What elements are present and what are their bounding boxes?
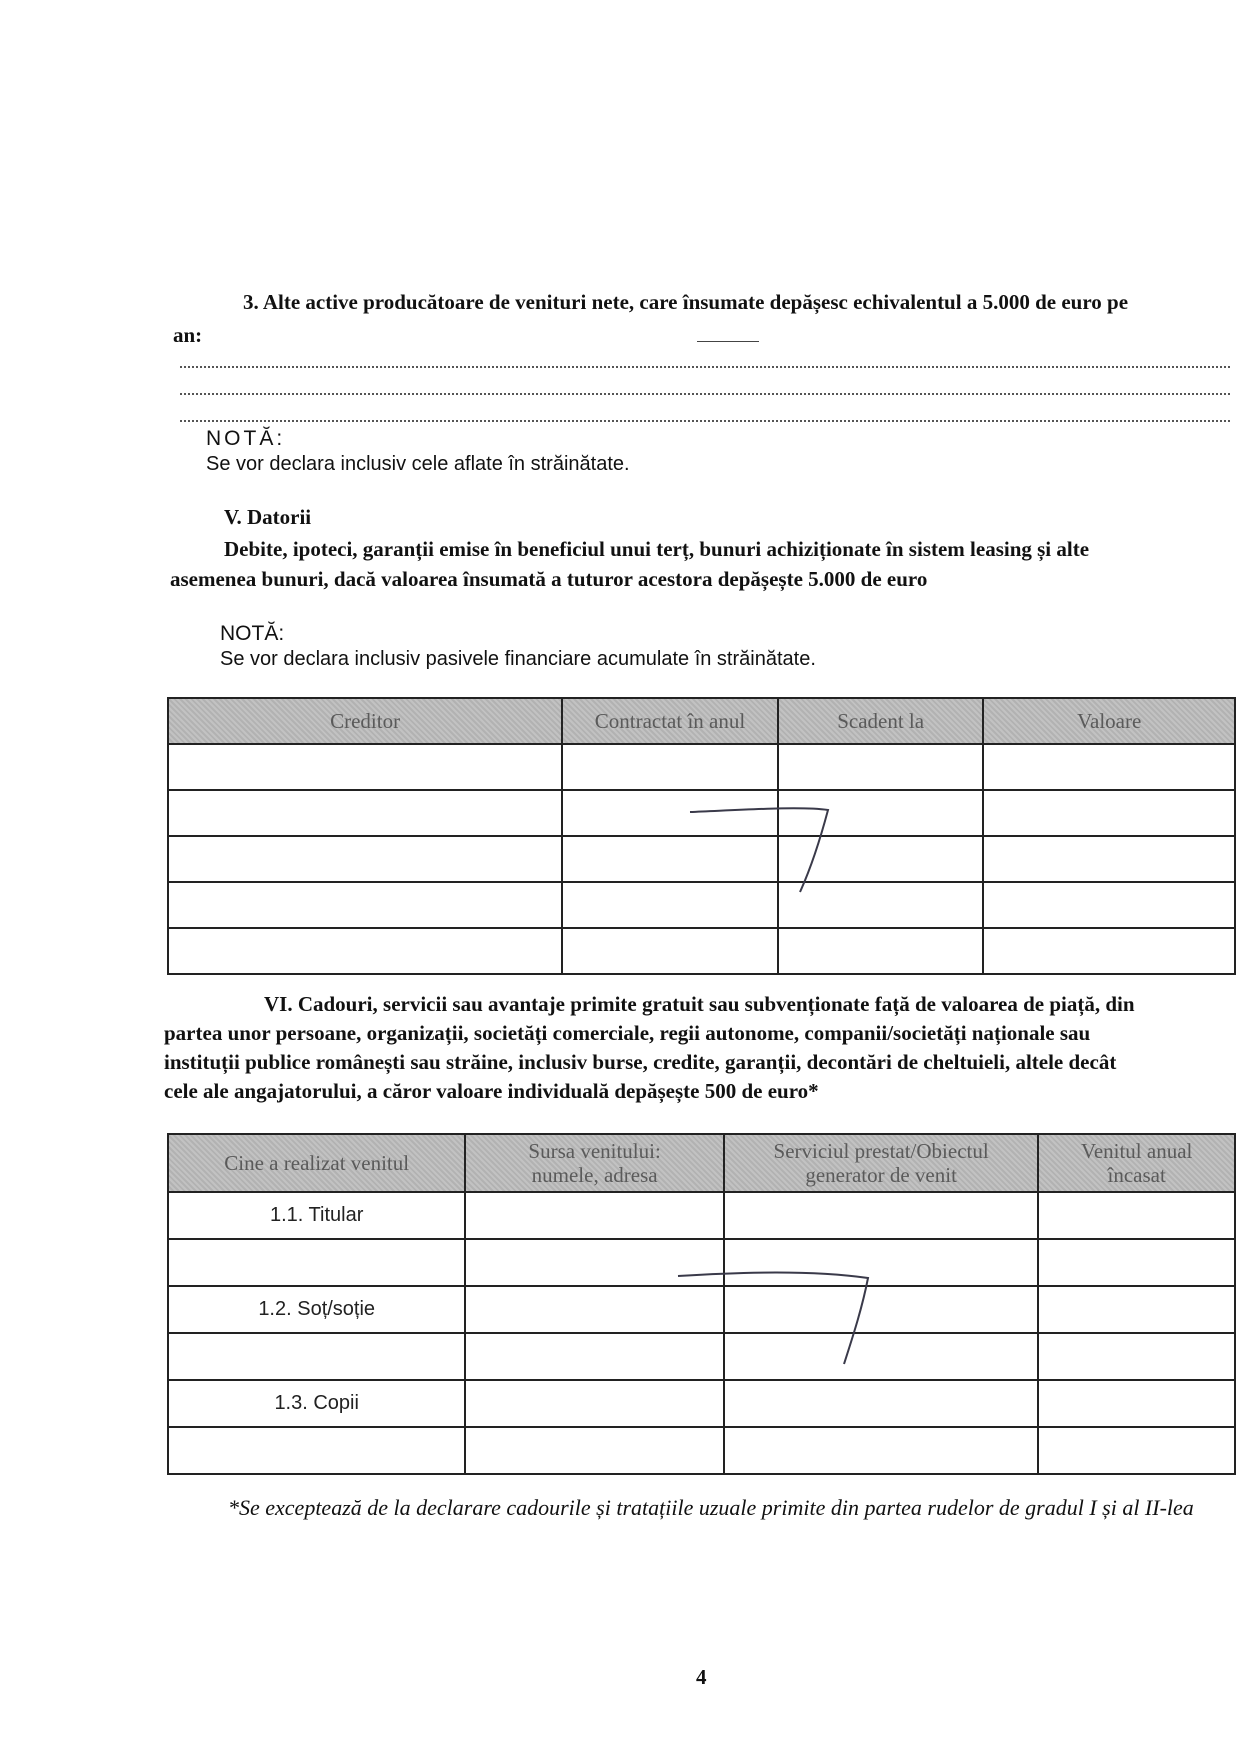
section-v-nota-label: NOTĂ: (220, 622, 285, 645)
table-cell[interactable] (562, 928, 778, 974)
debts-table-header-row (168, 698, 1235, 744)
dotted-line-3 (180, 420, 1230, 422)
header-service-object-line1: Serviciul prestat/Obiectul (773, 1139, 989, 1163)
table-cell[interactable] (168, 882, 562, 928)
header-contracted-year: Contractat în anul (562, 698, 778, 744)
header-income-source-line2: numele, adresa (531, 1163, 658, 1187)
section-iv-3-title-continuation: an: (173, 323, 203, 347)
table-cell[interactable] (778, 744, 984, 790)
header-service-object (724, 1134, 1038, 1192)
handwritten-strike-mark-1 (680, 800, 840, 900)
table-row (168, 1380, 1235, 1427)
dotted-line-2 (180, 393, 1230, 395)
table-cell[interactable] (983, 882, 1235, 928)
table-row (168, 1192, 1235, 1239)
section-iv-nota-label: NOTĂ: (206, 427, 286, 450)
section-v-nota-text: Se vor declara inclusiv pasivele financiare acumulate în străinătate. (220, 648, 816, 670)
table-cell[interactable] (1038, 1286, 1235, 1333)
table-cell[interactable] (168, 928, 562, 974)
table-cell[interactable] (778, 928, 984, 974)
table-cell[interactable] (168, 836, 562, 882)
footnote: *Se exceptează de la declarare cadourile și tratațiile uzuale primite din partea rudelor de gradul I și al II-lea (228, 1495, 1194, 1520)
handwritten-strike-mark-2 (672, 1264, 882, 1374)
table-cell[interactable] (1038, 1192, 1235, 1239)
table-row (168, 744, 1235, 790)
section-iv-3-title: 3. Alte active producătoare de venituri nete, care însumate depășesc echivalentul a 5.000 de euro pe (243, 290, 1129, 314)
table-cell[interactable] (724, 1192, 1038, 1239)
section-vi-description-line1: VI. Cadouri, servicii sau avantaje primite gratuit sau subvenționate față de valoarea de piață, din (264, 992, 1135, 1016)
header-income-earner-line1: Cine a realizat venitul (224, 1151, 410, 1175)
page-number: 4 (696, 1665, 707, 1689)
section-v-description (170, 534, 1236, 594)
row-label-spouse: 1.2. Soț/soție (168, 1286, 465, 1333)
table-cell[interactable] (983, 836, 1235, 882)
header-creditor: Creditor (168, 698, 562, 744)
header-service-object-line2: generator de venit (805, 1163, 957, 1187)
table-cell[interactable] (983, 928, 1235, 974)
short-rule (697, 341, 759, 342)
table-cell[interactable] (1038, 1333, 1235, 1380)
section-vi-description-line2: partea unor persoane, organizații, societăți comerciale, regii autonome, companii/societăți naționale sau (164, 1021, 1091, 1045)
table-row (168, 1427, 1235, 1474)
header-due-date: Scadent la (778, 698, 984, 744)
dotted-line-1 (180, 366, 1230, 368)
section-v-description-line1: Debite, ipoteci, garanții emise în beneficiul unui terț, bunuri achiziționate în sistem leasing și alte (224, 537, 1090, 561)
table-cell (168, 1239, 465, 1286)
section-v-description-line2: asemenea bunuri, dacă valoarea însumată a tuturor acestora depășește 5.000 de euro (170, 567, 928, 591)
table-cell[interactable] (724, 1427, 1038, 1474)
gifts-table-header-row (168, 1134, 1235, 1192)
table-cell[interactable] (168, 790, 562, 836)
header-annual-income-line2: încasat (1107, 1163, 1166, 1187)
section-vi-description-line4: cele ale angajatorului, a căror valoare individuală depășește 500 de euro* (164, 1079, 819, 1103)
table-cell (168, 1427, 465, 1474)
row-label-children: 1.3. Copii (168, 1380, 465, 1427)
section-vi-description (164, 990, 1236, 1106)
table-cell[interactable] (1038, 1427, 1235, 1474)
table-cell[interactable] (465, 1380, 724, 1427)
table-cell[interactable] (168, 744, 562, 790)
row-label-titular: 1.1. Titular (168, 1192, 465, 1239)
table-cell[interactable] (465, 1427, 724, 1474)
table-cell[interactable] (983, 790, 1235, 836)
section-vi-description-line3: instituții publice românești sau străine, inclusiv burse, credite, garanții, decontări de cheltuieli, altele decât (164, 1050, 1117, 1074)
table-cell (168, 1333, 465, 1380)
table-cell[interactable] (562, 744, 778, 790)
header-income-source (465, 1134, 724, 1192)
header-value: Valoare (983, 698, 1235, 744)
table-cell[interactable] (1038, 1239, 1235, 1286)
table-cell[interactable] (983, 744, 1235, 790)
section-iv-nota-text: Se vor declara inclusiv cele aflate în străinătate. (206, 453, 630, 475)
table-cell[interactable] (1038, 1380, 1235, 1427)
header-income-source-line1: Sursa venitului: (528, 1139, 661, 1163)
table-cell[interactable] (465, 1192, 724, 1239)
header-income-earner (168, 1134, 465, 1192)
section-v-title: V. Datorii (224, 505, 312, 529)
table-row (168, 928, 1235, 974)
header-annual-income (1038, 1134, 1235, 1192)
header-annual-income-line1: Venitul anual (1080, 1139, 1193, 1163)
table-cell[interactable] (724, 1380, 1038, 1427)
